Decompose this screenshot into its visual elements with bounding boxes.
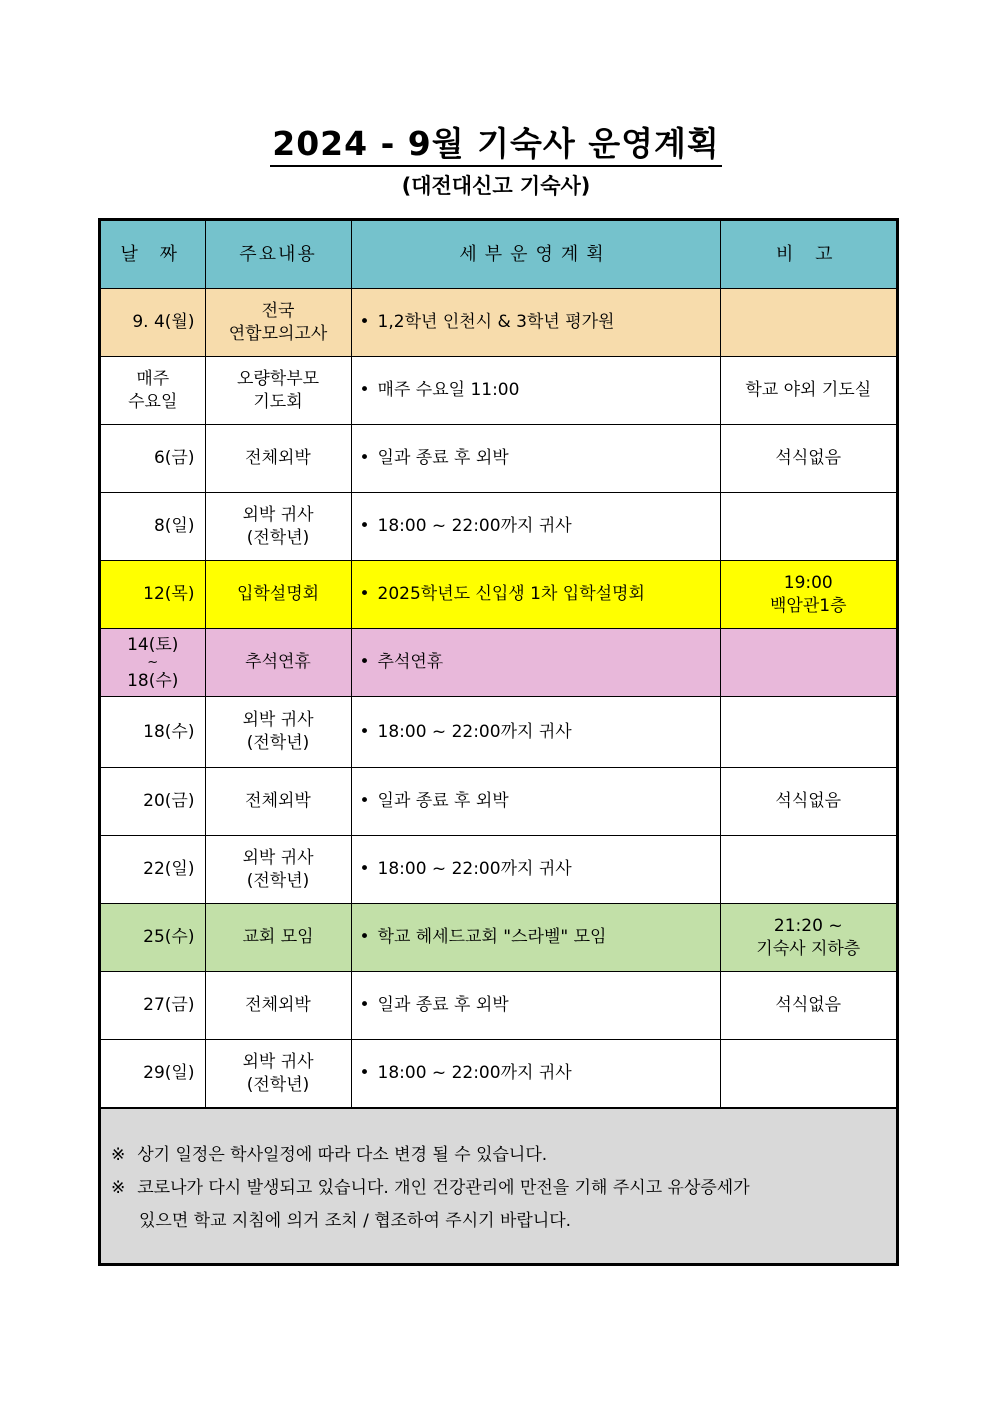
- table-row: [101, 629, 896, 697]
- row-note: 석식없음: [720, 768, 896, 836]
- header-detail: 세부운영계획: [351, 221, 720, 289]
- row-date: 14(토) ~ 18(수): [101, 629, 205, 697]
- row-detail: • 일과 종료 후 외박: [351, 425, 720, 493]
- row-date: 8(일): [101, 493, 205, 561]
- table-row: [101, 904, 896, 972]
- document-subtitle: (대전대신고 기숙사): [401, 174, 591, 198]
- header-note: 비 고: [720, 221, 896, 289]
- row-detail: • 일과 종료 후 외박: [351, 768, 720, 836]
- row-date: 6(금): [101, 425, 205, 493]
- table-row: [101, 836, 896, 904]
- row-date: 27(금): [101, 972, 205, 1040]
- table-row: [101, 1040, 896, 1108]
- row-note: [720, 697, 896, 768]
- row-detail: • 추석연휴: [351, 629, 720, 697]
- row-note: 석식없음: [720, 972, 896, 1040]
- table-row: [101, 357, 896, 425]
- schedule-sheet: [98, 218, 899, 1266]
- row-date: 25(수): [101, 904, 205, 972]
- row-note: [720, 1040, 896, 1108]
- row-main: 추석연휴: [205, 629, 351, 697]
- row-note: [720, 629, 896, 697]
- row-note: [720, 836, 896, 904]
- header-date: 날 짜: [101, 221, 205, 289]
- row-detail: • 학교 헤세드교회 "스라벨" 모임: [351, 904, 720, 972]
- table-row: [101, 768, 896, 836]
- row-main: 외박 귀사 (전학년): [205, 697, 351, 768]
- row-main: 전국 연합모의고사: [205, 289, 351, 357]
- table-row: [101, 972, 896, 1040]
- row-date: 9. 4(월): [101, 289, 205, 357]
- row-detail: • 일과 종료 후 외박: [351, 972, 720, 1040]
- row-main: 교회 모임: [205, 904, 351, 972]
- notice-footer: [101, 1108, 896, 1263]
- notice-line-3: 있으면 학교 지침에 의거 조치 / 협조하여 주시기 바랍니다.: [139, 1211, 572, 1231]
- row-date: 22(일): [101, 836, 205, 904]
- row-detail: • 18:00 ~ 22:00까지 귀사: [351, 493, 720, 561]
- title-text: 2024 - 9월 기숙사 운영계획: [270, 124, 721, 167]
- row-detail: • 1,2학년 인천시 & 3학년 평가원: [351, 289, 720, 357]
- row-main: 전체외박: [205, 972, 351, 1040]
- row-note: [720, 289, 896, 357]
- row-detail: • 2025학년도 신입생 1차 입학설명회: [351, 561, 720, 629]
- header-main: 주요내용: [205, 221, 351, 289]
- row-date: 29(일): [101, 1040, 205, 1108]
- row-date: 매주 수요일: [101, 357, 205, 425]
- notice-line-1: ※ 상기 일정은 학사일정에 따라 다소 변경 될 수 있습니다.: [111, 1145, 548, 1165]
- row-date: 20(금): [101, 768, 205, 836]
- table-row: [101, 289, 896, 357]
- table-row: [101, 561, 896, 629]
- table-row: [101, 697, 896, 768]
- row-detail: • 매주 수요일 11:00: [351, 357, 720, 425]
- row-main: 전체외박: [205, 425, 351, 493]
- row-detail: • 18:00 ~ 22:00까지 귀사: [351, 836, 720, 904]
- row-note: 21:20 ~ 기숙사 지하층: [720, 904, 896, 972]
- row-date: 18(수): [101, 697, 205, 768]
- table-row: [101, 425, 896, 493]
- row-note: 석식없음: [720, 425, 896, 493]
- row-main: 입학설명회: [205, 561, 351, 629]
- row-main: 외박 귀사 (전학년): [205, 836, 351, 904]
- notice-line-2: ※ 코로나가 다시 발생되고 있습니다. 개인 건강관리에 만전을 기해 주시고 유상증세가: [111, 1178, 750, 1198]
- row-detail: • 18:00 ~ 22:00까지 귀사: [351, 1040, 720, 1108]
- row-note: [720, 493, 896, 561]
- row-main: 오량학부모 기도회: [205, 357, 351, 425]
- row-main: 전체외박: [205, 768, 351, 836]
- row-detail: • 18:00 ~ 22:00까지 귀사: [351, 697, 720, 768]
- row-main: 외박 귀사 (전학년): [205, 493, 351, 561]
- row-note: 학교 야외 기도실: [720, 357, 896, 425]
- row-main: 외박 귀사 (전학년): [205, 1040, 351, 1108]
- row-date: 12(목): [101, 561, 205, 629]
- row-note: 19:00 백암관1층: [720, 561, 896, 629]
- table-row: [101, 493, 896, 561]
- document-title: [0, 118, 992, 165]
- schedule-table: [101, 221, 896, 1108]
- table-header-row: [101, 221, 896, 289]
